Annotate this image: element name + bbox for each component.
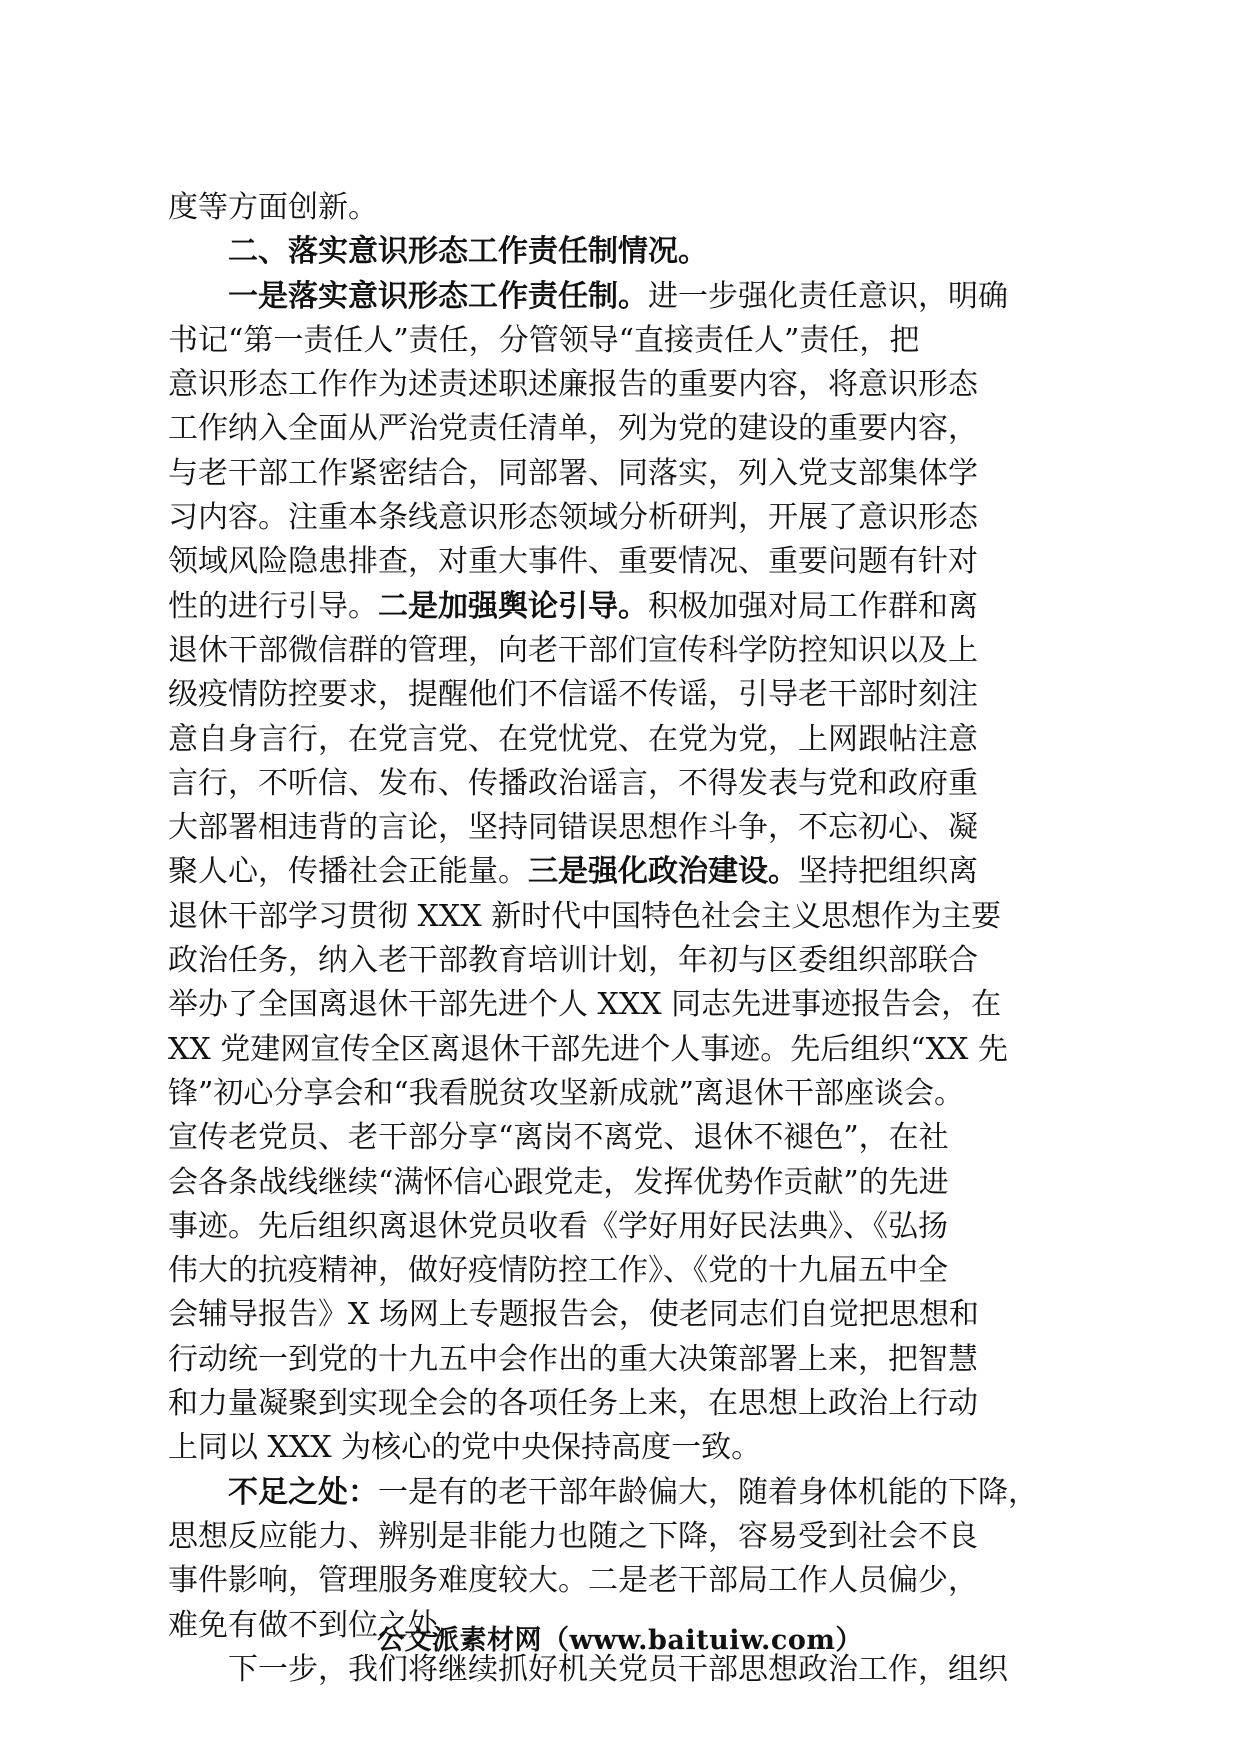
text-run: 意自身言行，在党言党、在党忧党、在党为党，上网跟帖注意 <box>168 721 978 757</box>
text-run: 大部署相违背的言论，坚持同错误思想作斗争，不忘初心、凝 <box>168 810 978 846</box>
text-run: 事件影响，管理服务难度较大。二是老干部局工作人员偏少， <box>168 1563 978 1599</box>
text-run: 伟大的抗疫精神，做好疫情防控工作》、《党的十九届五中全 <box>168 1253 948 1289</box>
document-body <box>168 186 1098 1692</box>
text-run: 事迹。先后组织离退休党员收看《学好用好民法典》、《弘扬 <box>168 1208 948 1244</box>
text-run: 性的进行引导。 <box>168 588 378 624</box>
text-run: 上同以 XXX 为核心的党中央保持高度一致。 <box>168 1430 762 1466</box>
text-run: 言行，不听信、发布、传播政治谣言，不得发表与党和政府重 <box>168 765 978 801</box>
text-line <box>168 762 1098 806</box>
bold-text-run: 二是加强舆论引导。 <box>378 588 648 624</box>
text-run: 坚持把组织离 <box>798 854 978 890</box>
text-run: 与老干部工作紧密结合，同部署、同落实，列入党支部集体学 <box>168 455 978 491</box>
text-line <box>168 939 1098 983</box>
text-run: 退休干部学习贯彻 XXX 新时代中国特色社会主义思想作为主要 <box>168 898 1002 934</box>
text-line <box>168 540 1098 584</box>
bold-text-run: 三是强化政治建设。 <box>528 854 798 890</box>
text-line <box>168 1205 1098 1249</box>
text-line <box>168 895 1098 939</box>
text-line <box>168 407 1098 451</box>
text-run: 积极加强对局工作群和离 <box>648 588 978 624</box>
text-run: 工作纳入全面从严治党责任清单，列为党的建设的重要内容， <box>168 411 978 447</box>
text-run: 度等方面创新。 <box>168 190 378 225</box>
text-run: 和力量凝聚到实现全会的各项任务上来，在思想上政治上行动 <box>168 1386 978 1422</box>
text-line <box>168 673 1098 717</box>
text-run: 行动统一到党的十九五中会作出的重大决策部署上来，把智慧 <box>168 1341 978 1377</box>
text-line <box>168 1382 1098 1426</box>
text-line <box>168 1515 1098 1559</box>
text-line <box>168 585 1098 629</box>
text-line <box>168 806 1098 850</box>
text-line <box>168 629 1098 673</box>
text-line <box>168 1161 1098 1205</box>
text-run: 会辅导报告》X 场网上专题报告会，使老同志们自觉把思想和 <box>168 1297 979 1333</box>
text-run: 级疫情防控要求，提醒他们不信谣不传谣，引导老干部时刻注 <box>168 677 978 713</box>
text-run: 书记“第一责任人”责任，分管领导“直接责任人”责任，把 <box>168 322 920 358</box>
text-run: 宣传老党员、老干部分享“离岗不离党、退休不褪色”，在社 <box>168 1120 949 1156</box>
text-line <box>168 1028 1098 1072</box>
text-line <box>168 319 1098 363</box>
text-run: 进一步强化责任意识，明确 <box>648 278 1008 314</box>
text-run: 举办了全国离退休干部先进个人 XXX 同志先进事迹报告会，在 <box>168 987 1002 1023</box>
bold-text-run: 不足之处： <box>228 1474 378 1510</box>
text-line <box>168 983 1098 1027</box>
text-line <box>168 1471 1098 1515</box>
text-run: 习内容。注重本条线意识形态领域分析研判，开展了意识形态 <box>168 500 978 536</box>
text-line <box>168 1559 1098 1603</box>
text-line <box>168 496 1098 540</box>
text-run: 一是有的老干部年龄偏大，随着身体机能的下降， <box>378 1474 1038 1510</box>
text-run: 思想反应能力、辨别是非能力也随之下降，容易受到社会不良 <box>168 1518 978 1554</box>
text-run: 锋”初心分享会和“我看脱贫攻坚新成就”离退休干部座谈会。 <box>168 1075 965 1111</box>
text-line <box>168 230 1098 274</box>
text-run: 退休干部微信群的管理，向老干部们宣传科学防控知识以及上 <box>168 632 978 668</box>
text-line <box>168 1249 1098 1293</box>
text-run: 会各条战线继续“满怀信心跟党走，发挥优势作贡献”的先进 <box>168 1164 949 1200</box>
text-line <box>168 452 1098 496</box>
text-run: 难免有做不到位之处。 <box>168 1607 468 1643</box>
text-run: 意识形态工作作为述责述职述廉报告的重要内容，将意识形态 <box>168 367 978 403</box>
bold-text-run: 一是落实意识形态工作责任制。 <box>228 278 648 314</box>
text-line <box>168 718 1098 762</box>
text-run: 下一步，我们将继续抓好机关党员干部思想政治工作，组织 <box>228 1651 1008 1687</box>
text-run: 领域风险隐患排查，对重大事件、重要情况、重要问题有针对 <box>168 544 978 580</box>
bold-text-run: 二、落实意识形态工作责任制情况。 <box>228 234 708 270</box>
text-line <box>168 1426 1098 1470</box>
text-run: XX 党建网宣传全区离退休干部先进个人事迹。先后组织“XX 先 <box>168 1031 1008 1067</box>
text-line <box>168 1293 1098 1337</box>
text-line <box>168 1116 1098 1160</box>
text-line <box>168 186 1098 230</box>
text-line <box>168 275 1098 319</box>
text-line <box>168 1072 1098 1116</box>
text-line <box>168 850 1098 894</box>
footer-watermark: 公文派素材网（www.baituiw.com） <box>377 1625 863 1656</box>
text-run: 聚人心，传播社会正能量。 <box>168 854 528 890</box>
text-line <box>168 363 1098 407</box>
text-line <box>168 1338 1098 1382</box>
text-run: 政治任务，纳入老干部教育培训计划，年初与区委组织部联合 <box>168 943 978 979</box>
